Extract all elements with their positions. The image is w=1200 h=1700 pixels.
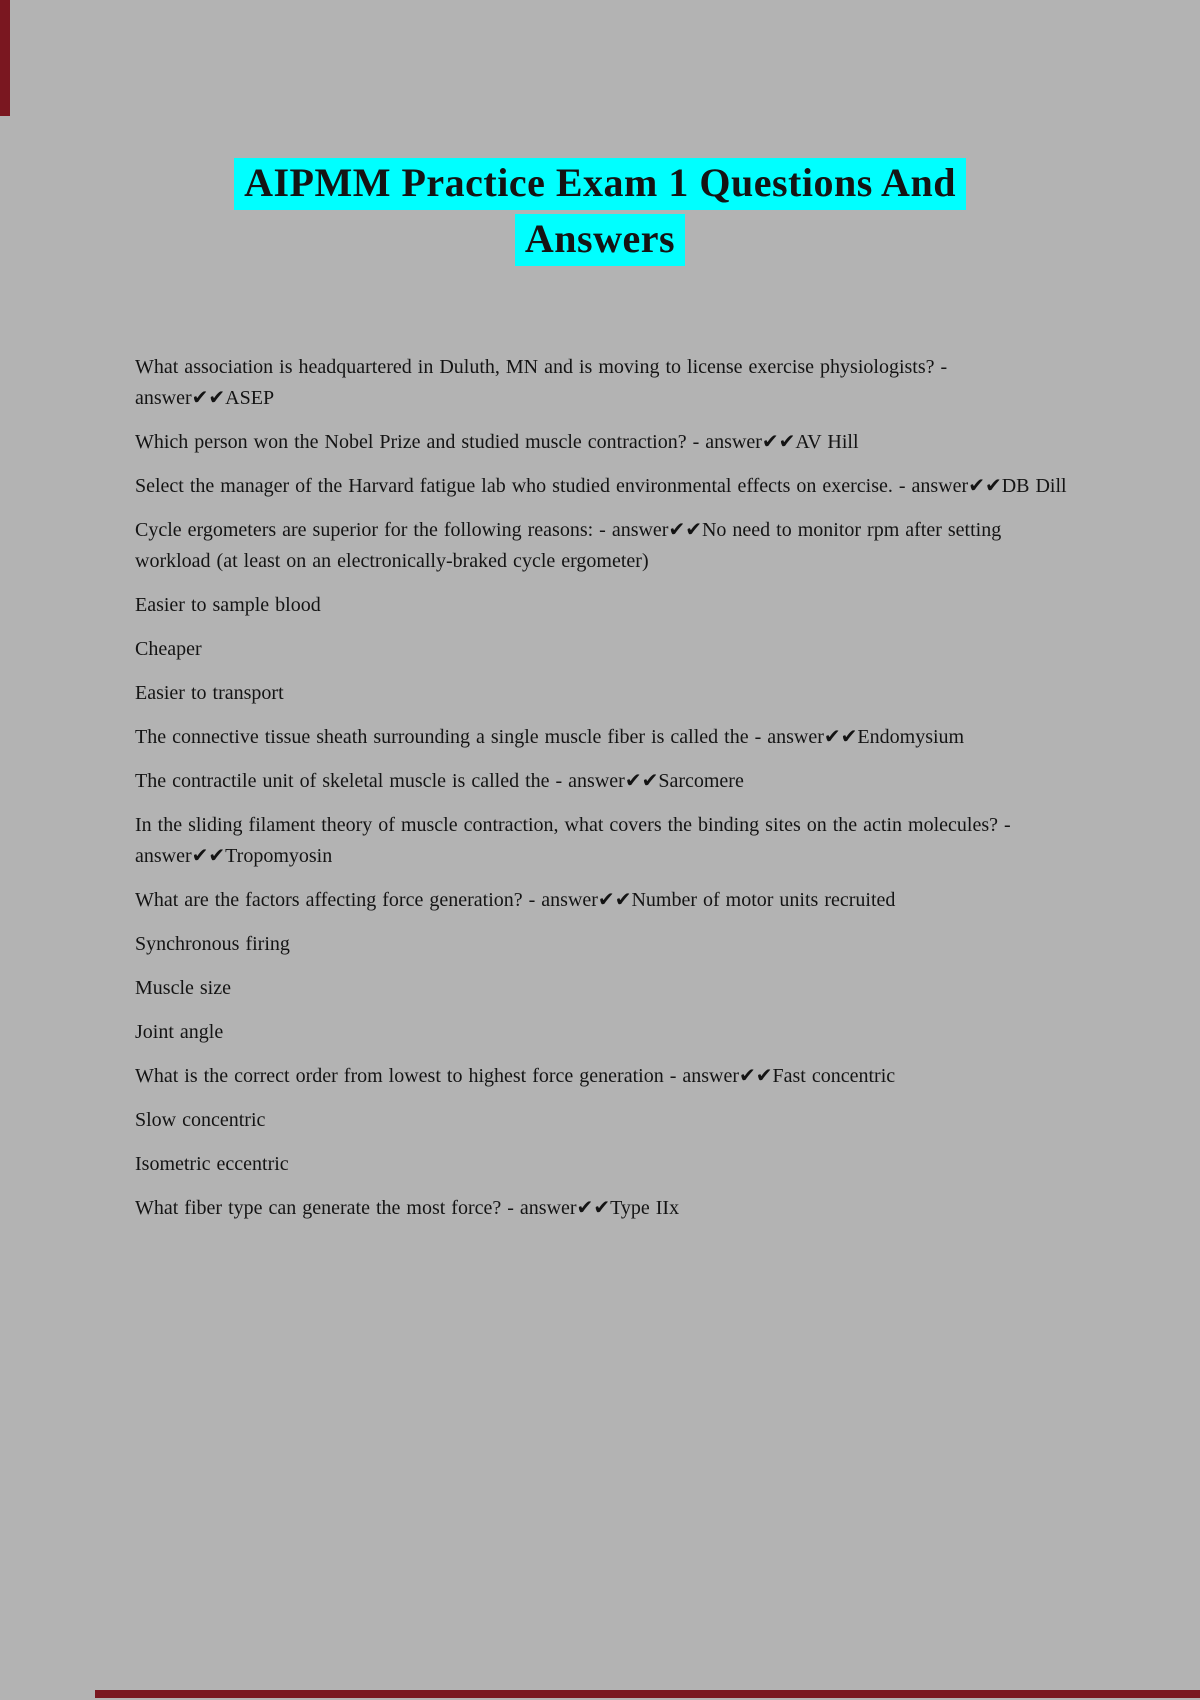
left-accent-bar	[0, 0, 10, 116]
bottom-accent-bar	[95, 1690, 1200, 1698]
qa-paragraph: Joint angle	[135, 1021, 224, 1043]
qa-paragraph: The connective tissue sheath surrounding a single muscle fiber is called the - answer✔✔Endomysium	[135, 726, 965, 748]
qa-paragraph: What fiber type can generate the most force? - answer✔✔Type IIx	[135, 1197, 680, 1219]
qa-paragraph: Cheaper	[135, 638, 202, 660]
qa-paragraph: In the sliding filament theory of muscle contraction, what covers the binding sites on the actin molecules? - answer✔✔Tropomyosin	[135, 814, 1011, 867]
qa-paragraph: Cycle ergometers are superior for the following reasons: - answer✔✔No need to monitor rpm after setting workload (at least on an electronically-braked cycle ergometer)	[135, 519, 1002, 572]
qa-paragraph: What is the correct order from lowest to highest force generation - answer✔✔Fast concentric	[135, 1065, 896, 1087]
qa-paragraph: Slow concentric	[135, 1109, 266, 1131]
qa-paragraph: Muscle size	[135, 977, 231, 999]
qa-paragraph: Easier to sample blood	[135, 594, 321, 616]
qa-paragraph: Select the manager of the Harvard fatigue lab who studied environmental effects on exercise. - answer✔✔DB Dill	[135, 475, 1067, 497]
qa-paragraph: What association is headquartered in Duluth, MN and is moving to license exercise physiologists? - answer✔✔ASEP	[135, 356, 948, 409]
qa-paragraph: Isometric eccentric	[135, 1153, 289, 1175]
title-line-2: Answers	[515, 214, 685, 266]
title-line-1: AIPMM Practice Exam 1 Questions And	[234, 158, 966, 210]
qa-paragraph: What are the factors affecting force generation? - answer✔✔Number of motor units recruited	[135, 889, 896, 911]
document-title	[0, 158, 1200, 270]
qa-paragraph: Synchronous firing	[135, 933, 290, 955]
qa-paragraph: Easier to transport	[135, 682, 284, 704]
document-body	[135, 352, 1075, 1237]
qa-paragraph: The contractile unit of skeletal muscle is called the - answer✔✔Sarcomere	[135, 770, 744, 792]
qa-paragraph: Which person won the Nobel Prize and studied muscle contraction? - answer✔✔AV Hill	[135, 431, 859, 453]
